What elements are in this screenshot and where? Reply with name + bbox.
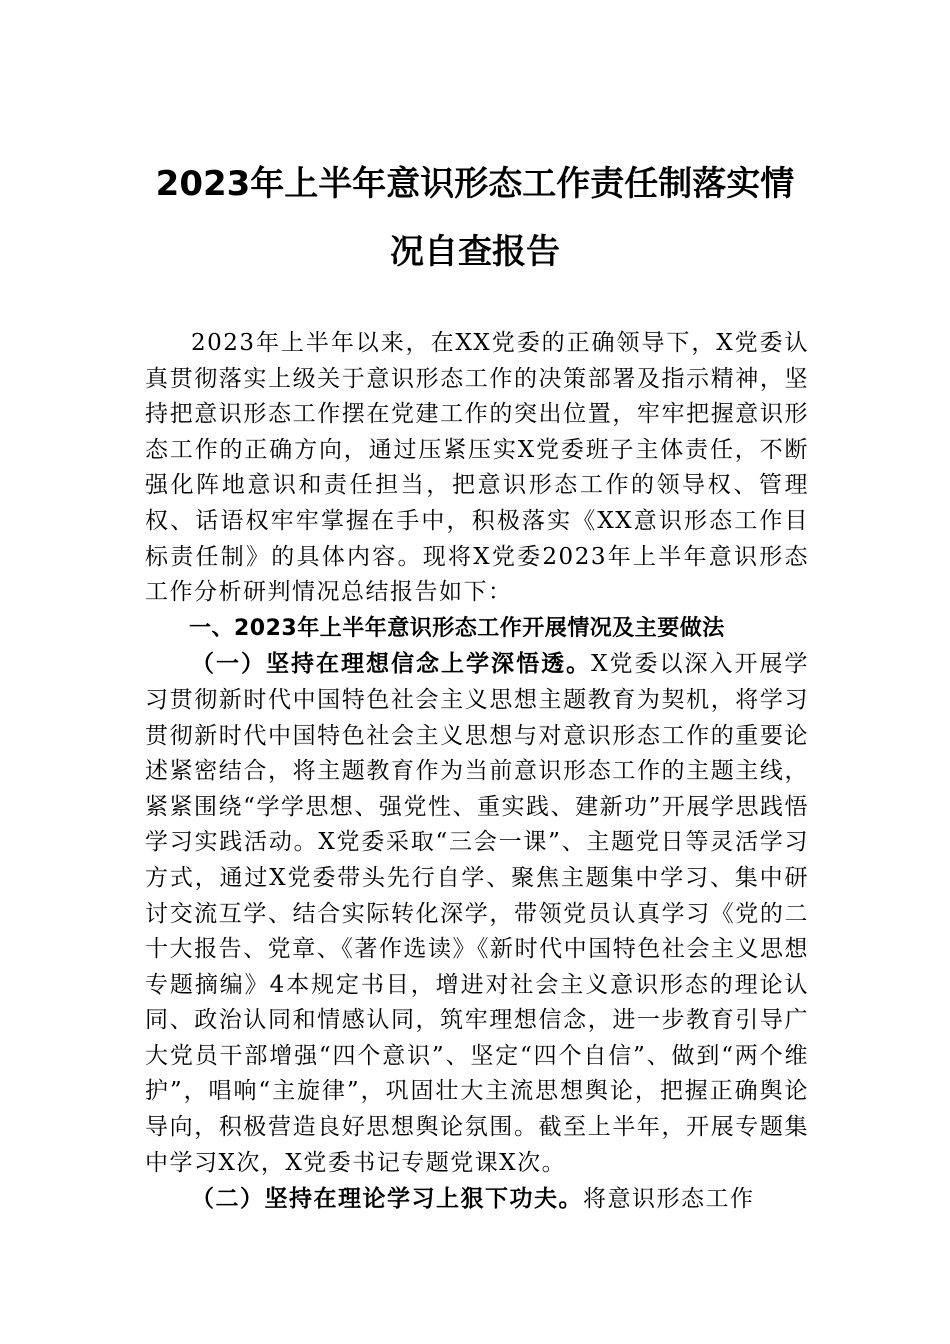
subsection-heading-1: （一）坚持在理想信念上学深悟透。 — [191, 650, 592, 678]
subsection-body-2: 将意识形态工作 — [583, 1186, 755, 1213]
title-line-1: 2023年上半年意识形态工作责任制落实情 — [155, 164, 795, 204]
document-title — [140, 150, 810, 286]
title-line-2: 况自查报告 — [390, 232, 560, 272]
subsection-paragraph-2 — [145, 1181, 809, 1218]
subsection-body-1: X党委以深入开展学习贯彻新时代中国特色社会主义思想主题教育为契机，将学习贯彻新时代中国特色社会主义思想与对意识形态工作的重要论述紧密结合，将主题教育作为当前意识形态工作的主题主线，紧紧围绕“学学思想、强党性、重实践、建新功”开展学思践悟学习实践活动。X党委采取“三会一课”、主题党日等灵活学习方式，通过X党委带头先行自学、聚焦主题集中学习、集中研讨交流互学、结合实际转化深学，带领党员认真学习《党的二十大报告、党章、《著作选读》《新时代中国特色社会主义思想专题摘编》4本规定书目，增进对社会主义意识形态的理论认同、政治认同和情感认同，筑牢理想信念，进一步教育引导广大党员干部增强“四个意识”、坚定“四个自信”、做到“两个维护”，唱响“主旋律”，巩固壮大主流思想舆论，把握正确舆论导向，积极营造良好思想舆论氛围。截至上半年，开展专题集中学习X次，X党委书记专题党课X次。 — [145, 651, 810, 1176]
intro-paragraph: 2023年上半年以来，在XX党委的正确领导下，X党委认真贯彻落实上级关于意识形态工作的决策部署及指示精神，坚持把意识形态工作摆在党建工作的突出位置，牢牢把握意识形态工作的正确方向，通过压紧压实X党委班子主体责任，不断强化阵地意识和责任担当，把意识形态工作的领导权、管理权、话语权牢牢掌握在手中，积极落实《XX意识形态工作目标责任制》的具体内容。现将X党委2023年上半年意识形态工作分析研判情况总结报告如下： — [145, 330, 809, 606]
document-body — [145, 326, 809, 1218]
section-heading-1: 一、2023年上半年意识形态工作开展情况及主要做法 — [189, 615, 725, 641]
subsection-heading-2: （二）坚持在理论学习上狠下功夫。 — [191, 1185, 583, 1213]
subsection-paragraph-1 — [145, 646, 809, 1181]
